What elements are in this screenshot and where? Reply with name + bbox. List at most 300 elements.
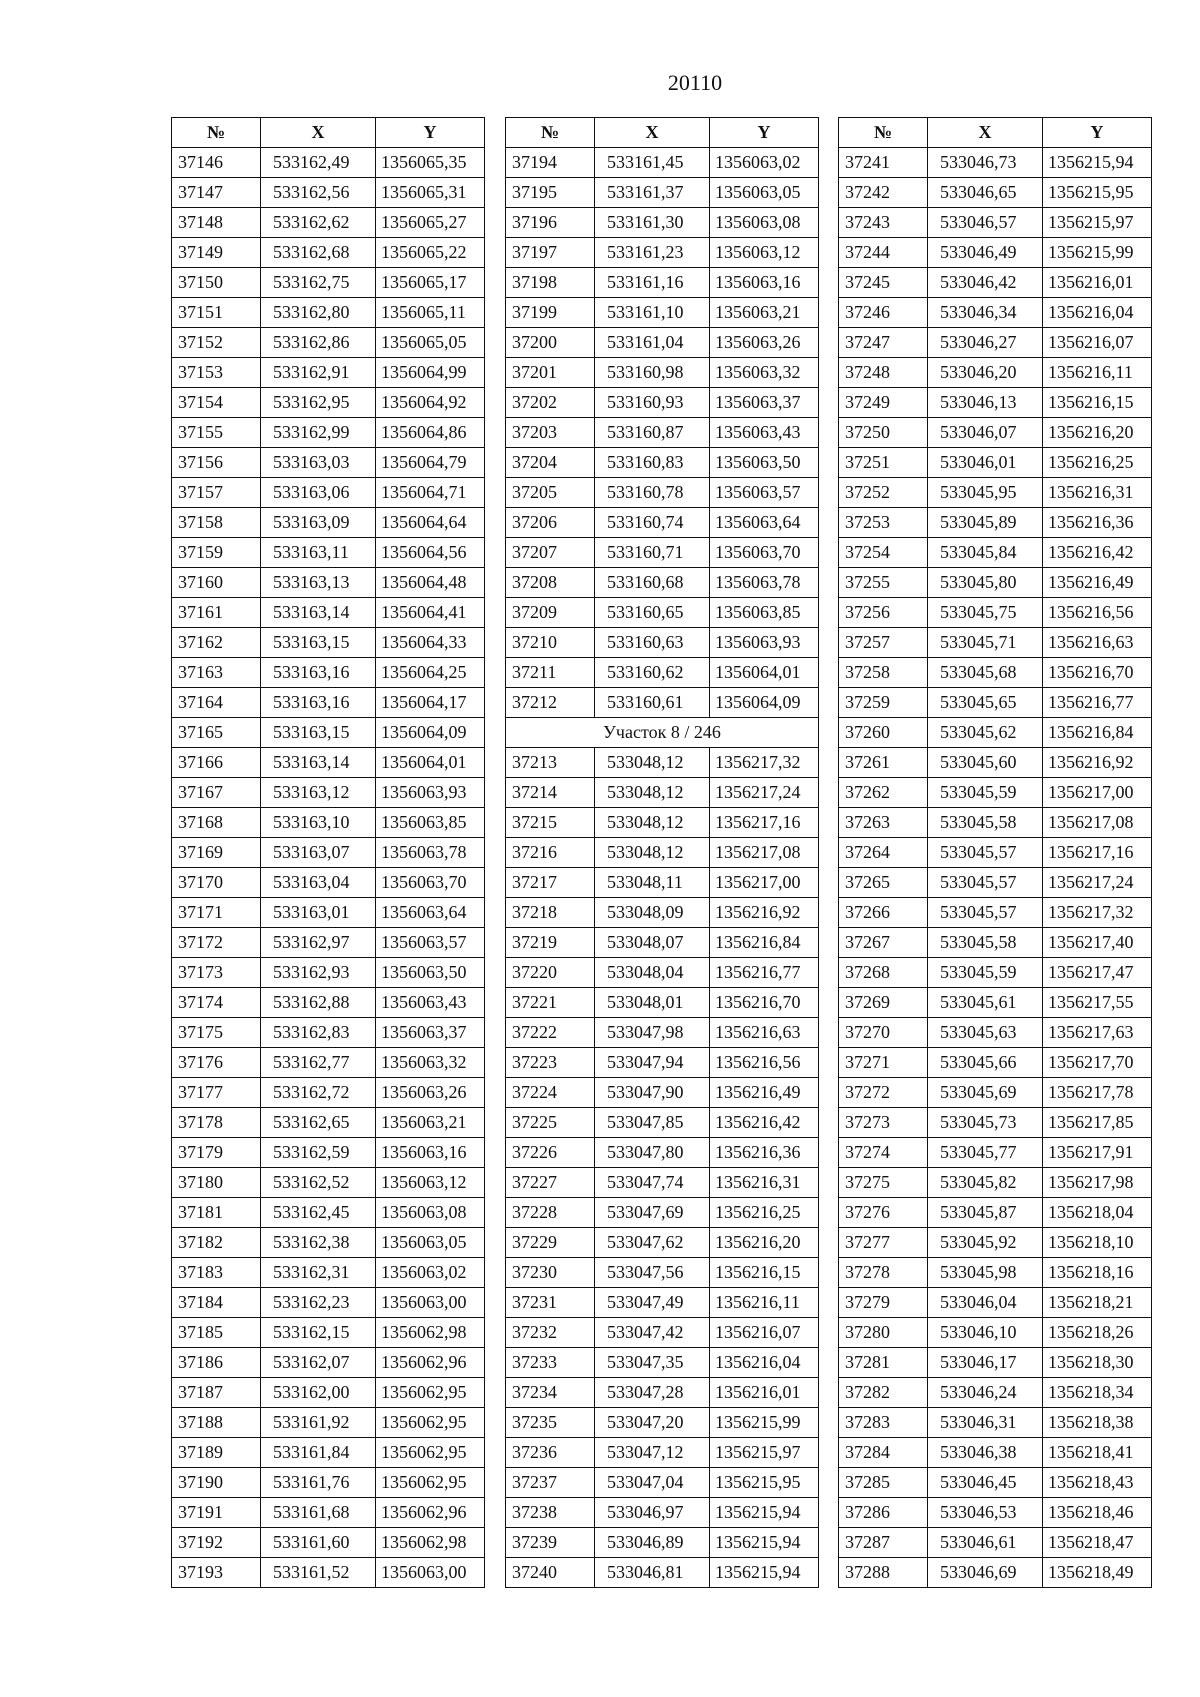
table-row — [172, 1528, 485, 1558]
point-number-cell: 37269 — [839, 988, 928, 1018]
y-coordinate-cell: 1356215,99 — [710, 1408, 819, 1438]
x-coordinate-cell: 533047,42 — [595, 1318, 710, 1348]
y-coordinate-cell: 1356216,49 — [1043, 568, 1152, 598]
section-row — [506, 718, 819, 748]
x-coordinate-cell: 533163,16 — [261, 658, 376, 688]
table-row — [172, 1438, 485, 1468]
x-coordinate-cell: 533047,04 — [595, 1468, 710, 1498]
x-coordinate-cell: 533163,16 — [261, 688, 376, 718]
table-row — [172, 628, 485, 658]
point-number-cell: 37205 — [506, 478, 595, 508]
point-number-cell: 37170 — [172, 868, 261, 898]
table-row — [506, 1498, 819, 1528]
point-number-cell: 37265 — [839, 868, 928, 898]
point-number-cell: 37253 — [839, 508, 928, 538]
table-row — [172, 208, 485, 238]
table-row — [506, 688, 819, 718]
table-row — [839, 1468, 1152, 1498]
point-number-cell: 37225 — [506, 1108, 595, 1138]
point-number-cell: 37198 — [506, 268, 595, 298]
y-coordinate-cell: 1356218,46 — [1043, 1498, 1152, 1528]
point-number-cell: 37272 — [839, 1078, 928, 1108]
point-number-cell: 37274 — [839, 1138, 928, 1168]
y-coordinate-cell: 1356217,91 — [1043, 1138, 1152, 1168]
y-coordinate-cell: 1356064,79 — [376, 448, 485, 478]
point-number-cell: 37165 — [172, 718, 261, 748]
y-coordinate-cell: 1356217,55 — [1043, 988, 1152, 1018]
table-row — [506, 268, 819, 298]
x-coordinate-cell: 533162,45 — [261, 1198, 376, 1228]
table-row — [506, 358, 819, 388]
table-row — [506, 628, 819, 658]
y-coordinate-cell: 1356063,00 — [376, 1558, 485, 1588]
y-coordinate-cell: 1356063,02 — [376, 1258, 485, 1288]
y-coordinate-cell: 1356064,86 — [376, 418, 485, 448]
x-coordinate-cell: 533160,98 — [595, 358, 710, 388]
table-row — [172, 538, 485, 568]
y-coordinate-cell: 1356063,43 — [376, 988, 485, 1018]
point-number-cell: 37267 — [839, 928, 928, 958]
point-number-cell: 37189 — [172, 1438, 261, 1468]
x-coordinate-cell: 533045,61 — [928, 988, 1043, 1018]
table-row — [839, 1318, 1152, 1348]
table-row — [839, 1408, 1152, 1438]
y-coordinate-cell: 1356217,24 — [1043, 868, 1152, 898]
point-number-cell: 37276 — [839, 1198, 928, 1228]
table-row — [839, 268, 1152, 298]
point-number-cell: 37207 — [506, 538, 595, 568]
header-x: X — [261, 118, 376, 148]
x-coordinate-cell: 533160,68 — [595, 568, 710, 598]
table-row — [839, 1138, 1152, 1168]
point-number-cell: 37181 — [172, 1198, 261, 1228]
point-number-cell: 37284 — [839, 1438, 928, 1468]
point-number-cell: 37283 — [839, 1408, 928, 1438]
y-coordinate-cell: 1356063,43 — [710, 418, 819, 448]
point-number-cell: 37232 — [506, 1318, 595, 1348]
point-number-cell: 37288 — [839, 1558, 928, 1588]
y-coordinate-cell: 1356064,09 — [710, 688, 819, 718]
point-number-cell: 37233 — [506, 1348, 595, 1378]
x-coordinate-cell: 533047,28 — [595, 1378, 710, 1408]
table-row — [172, 268, 485, 298]
table-row — [506, 418, 819, 448]
point-number-cell: 37218 — [506, 898, 595, 928]
y-coordinate-cell: 1356062,98 — [376, 1318, 485, 1348]
table-row — [839, 508, 1152, 538]
y-coordinate-cell: 1356063,00 — [376, 1288, 485, 1318]
y-coordinate-cell: 1356063,78 — [710, 568, 819, 598]
y-coordinate-cell: 1356216,15 — [1043, 388, 1152, 418]
table-row — [172, 1078, 485, 1108]
x-coordinate-cell: 533048,11 — [595, 868, 710, 898]
y-coordinate-cell: 1356215,94 — [710, 1528, 819, 1558]
table-row — [506, 1378, 819, 1408]
y-coordinate-cell: 1356064,33 — [376, 628, 485, 658]
y-coordinate-cell: 1356216,77 — [1043, 688, 1152, 718]
table-row — [172, 1498, 485, 1528]
y-coordinate-cell: 1356063,02 — [710, 148, 819, 178]
point-number-cell: 37264 — [839, 838, 928, 868]
y-coordinate-cell: 1356063,12 — [376, 1168, 485, 1198]
x-coordinate-cell: 533046,45 — [928, 1468, 1043, 1498]
x-coordinate-cell: 533160,63 — [595, 628, 710, 658]
point-number-cell: 37180 — [172, 1168, 261, 1198]
y-coordinate-cell: 1356216,92 — [1043, 748, 1152, 778]
table-row — [506, 838, 819, 868]
x-coordinate-cell: 533045,92 — [928, 1228, 1043, 1258]
table-row — [839, 1348, 1152, 1378]
x-coordinate-cell: 533046,07 — [928, 418, 1043, 448]
table-row — [172, 718, 485, 748]
x-coordinate-cell: 533045,58 — [928, 928, 1043, 958]
y-coordinate-cell: 1356216,77 — [710, 958, 819, 988]
point-number-cell: 37254 — [839, 538, 928, 568]
x-coordinate-cell: 533045,69 — [928, 1078, 1043, 1108]
table-row — [506, 1078, 819, 1108]
table-row — [839, 898, 1152, 928]
point-number-cell: 37159 — [172, 538, 261, 568]
y-coordinate-cell: 1356063,26 — [710, 328, 819, 358]
y-coordinate-cell: 1356063,37 — [376, 1018, 485, 1048]
y-coordinate-cell: 1356217,00 — [710, 868, 819, 898]
point-number-cell: 37277 — [839, 1228, 928, 1258]
y-coordinate-cell: 1356065,22 — [376, 238, 485, 268]
header-y: Y — [1043, 118, 1152, 148]
table-row — [506, 178, 819, 208]
x-coordinate-cell: 533047,74 — [595, 1168, 710, 1198]
table-row — [839, 1078, 1152, 1108]
table-row — [506, 1258, 819, 1288]
y-coordinate-cell: 1356218,47 — [1043, 1528, 1152, 1558]
y-coordinate-cell: 1356216,31 — [1043, 478, 1152, 508]
point-number-cell: 37229 — [506, 1228, 595, 1258]
y-coordinate-cell: 1356062,96 — [376, 1348, 485, 1378]
y-coordinate-cell: 1356218,41 — [1043, 1438, 1152, 1468]
y-coordinate-cell: 1356216,07 — [710, 1318, 819, 1348]
y-coordinate-cell: 1356063,26 — [376, 1078, 485, 1108]
x-coordinate-cell: 533046,27 — [928, 328, 1043, 358]
x-coordinate-cell: 533162,93 — [261, 958, 376, 988]
table-row — [172, 1048, 485, 1078]
table-row — [506, 538, 819, 568]
x-coordinate-cell: 533162,95 — [261, 388, 376, 418]
point-number-cell: 37160 — [172, 568, 261, 598]
table-row — [172, 868, 485, 898]
y-coordinate-cell: 1356064,56 — [376, 538, 485, 568]
y-coordinate-cell: 1356064,71 — [376, 478, 485, 508]
x-coordinate-cell: 533046,42 — [928, 268, 1043, 298]
table-row — [839, 598, 1152, 628]
table-row — [172, 358, 485, 388]
x-coordinate-cell: 533162,07 — [261, 1348, 376, 1378]
table-row — [172, 1378, 485, 1408]
table-row — [839, 1498, 1152, 1528]
y-coordinate-cell: 1356217,98 — [1043, 1168, 1152, 1198]
point-number-cell: 37251 — [839, 448, 928, 478]
table-row — [839, 418, 1152, 448]
x-coordinate-cell: 533046,34 — [928, 298, 1043, 328]
x-coordinate-cell: 533045,57 — [928, 898, 1043, 928]
table-row — [172, 1138, 485, 1168]
y-coordinate-cell: 1356063,32 — [376, 1048, 485, 1078]
y-coordinate-cell: 1356063,16 — [710, 268, 819, 298]
y-coordinate-cell: 1356216,04 — [710, 1348, 819, 1378]
y-coordinate-cell: 1356063,50 — [710, 448, 819, 478]
y-coordinate-cell: 1356062,95 — [376, 1378, 485, 1408]
x-coordinate-cell: 533162,91 — [261, 358, 376, 388]
x-coordinate-cell: 533046,17 — [928, 1348, 1043, 1378]
table-row — [839, 148, 1152, 178]
y-coordinate-cell: 1356063,08 — [710, 208, 819, 238]
y-coordinate-cell: 1356064,64 — [376, 508, 485, 538]
x-coordinate-cell: 533045,63 — [928, 1018, 1043, 1048]
x-coordinate-cell: 533047,49 — [595, 1288, 710, 1318]
table-row — [506, 1468, 819, 1498]
point-number-cell: 37175 — [172, 1018, 261, 1048]
x-coordinate-cell: 533046,04 — [928, 1288, 1043, 1318]
y-coordinate-cell: 1356216,01 — [1043, 268, 1152, 298]
y-coordinate-cell: 1356217,63 — [1043, 1018, 1152, 1048]
table-row — [172, 988, 485, 1018]
x-coordinate-cell: 533046,65 — [928, 178, 1043, 208]
x-coordinate-cell: 533163,15 — [261, 628, 376, 658]
table-row — [506, 1438, 819, 1468]
header-number: № — [839, 118, 928, 148]
table-row — [839, 838, 1152, 868]
point-number-cell: 37222 — [506, 1018, 595, 1048]
point-number-cell: 37243 — [839, 208, 928, 238]
x-coordinate-cell: 533046,38 — [928, 1438, 1043, 1468]
x-coordinate-cell: 533162,97 — [261, 928, 376, 958]
y-coordinate-cell: 1356216,84 — [710, 928, 819, 958]
y-coordinate-cell: 1356063,21 — [710, 298, 819, 328]
y-coordinate-cell: 1356064,25 — [376, 658, 485, 688]
x-coordinate-cell: 533048,12 — [595, 748, 710, 778]
table-row — [172, 478, 485, 508]
y-coordinate-cell: 1356064,09 — [376, 718, 485, 748]
table-row — [172, 598, 485, 628]
table-row — [839, 748, 1152, 778]
y-coordinate-cell: 1356063,93 — [710, 628, 819, 658]
y-coordinate-cell: 1356065,31 — [376, 178, 485, 208]
x-coordinate-cell: 533160,71 — [595, 538, 710, 568]
table-row — [172, 178, 485, 208]
y-coordinate-cell: 1356062,98 — [376, 1528, 485, 1558]
point-number-cell: 37215 — [506, 808, 595, 838]
x-coordinate-cell: 533162,65 — [261, 1108, 376, 1138]
y-coordinate-cell: 1356217,85 — [1043, 1108, 1152, 1138]
y-coordinate-cell: 1356064,01 — [710, 658, 819, 688]
x-coordinate-cell: 533046,69 — [928, 1558, 1043, 1588]
table-row — [506, 238, 819, 268]
y-coordinate-cell: 1356063,57 — [376, 928, 485, 958]
table-row — [172, 328, 485, 358]
point-number-cell: 37150 — [172, 268, 261, 298]
table-row — [839, 1288, 1152, 1318]
y-coordinate-cell: 1356218,38 — [1043, 1408, 1152, 1438]
y-coordinate-cell: 1356216,15 — [710, 1258, 819, 1288]
x-coordinate-cell: 533045,80 — [928, 568, 1043, 598]
table-row — [506, 1168, 819, 1198]
header-y: Y — [376, 118, 485, 148]
y-coordinate-cell: 1356063,70 — [710, 538, 819, 568]
x-coordinate-cell: 533047,80 — [595, 1138, 710, 1168]
y-coordinate-cell: 1356216,42 — [1043, 538, 1152, 568]
point-number-cell: 37214 — [506, 778, 595, 808]
x-coordinate-cell: 533045,75 — [928, 598, 1043, 628]
header-number: № — [506, 118, 595, 148]
point-number-cell: 37149 — [172, 238, 261, 268]
y-coordinate-cell: 1356215,97 — [710, 1438, 819, 1468]
x-coordinate-cell: 533163,10 — [261, 808, 376, 838]
header-x: X — [595, 118, 710, 148]
x-coordinate-cell: 533047,69 — [595, 1198, 710, 1228]
y-coordinate-cell: 1356218,26 — [1043, 1318, 1152, 1348]
x-coordinate-cell: 533046,49 — [928, 238, 1043, 268]
y-coordinate-cell: 1356063,64 — [376, 898, 485, 928]
table-row — [839, 718, 1152, 748]
point-number-cell: 37258 — [839, 658, 928, 688]
table-row — [172, 808, 485, 838]
y-coordinate-cell: 1356215,99 — [1043, 238, 1152, 268]
y-coordinate-cell: 1356065,11 — [376, 298, 485, 328]
point-number-cell: 37203 — [506, 418, 595, 448]
point-number-cell: 37238 — [506, 1498, 595, 1528]
y-coordinate-cell: 1356216,11 — [1043, 358, 1152, 388]
y-coordinate-cell: 1356063,21 — [376, 1108, 485, 1138]
table-row — [506, 1408, 819, 1438]
coordinates-table-1 — [171, 117, 485, 1588]
x-coordinate-cell: 533163,14 — [261, 598, 376, 628]
table-row — [506, 388, 819, 418]
table-row — [839, 1558, 1152, 1588]
point-number-cell: 37178 — [172, 1108, 261, 1138]
x-coordinate-cell: 533047,90 — [595, 1078, 710, 1108]
point-number-cell: 37212 — [506, 688, 595, 718]
x-coordinate-cell: 533048,12 — [595, 838, 710, 868]
table-row — [839, 478, 1152, 508]
point-number-cell: 37239 — [506, 1528, 595, 1558]
y-coordinate-cell: 1356063,05 — [710, 178, 819, 208]
y-coordinate-cell: 1356215,94 — [710, 1558, 819, 1588]
point-number-cell: 37217 — [506, 868, 595, 898]
y-coordinate-cell: 1356063,57 — [710, 478, 819, 508]
table-row — [506, 1558, 819, 1588]
x-coordinate-cell: 533046,01 — [928, 448, 1043, 478]
point-number-cell: 37176 — [172, 1048, 261, 1078]
y-coordinate-cell: 1356215,95 — [1043, 178, 1152, 208]
point-number-cell: 37179 — [172, 1138, 261, 1168]
x-coordinate-cell: 533163,14 — [261, 748, 376, 778]
y-coordinate-cell: 1356217,78 — [1043, 1078, 1152, 1108]
y-coordinate-cell: 1356215,94 — [1043, 148, 1152, 178]
x-coordinate-cell: 533048,04 — [595, 958, 710, 988]
point-number-cell: 37280 — [839, 1318, 928, 1348]
x-coordinate-cell: 533046,24 — [928, 1378, 1043, 1408]
x-coordinate-cell: 533047,20 — [595, 1408, 710, 1438]
y-coordinate-cell: 1356216,84 — [1043, 718, 1152, 748]
x-coordinate-cell: 533045,98 — [928, 1258, 1043, 1288]
point-number-cell: 37263 — [839, 808, 928, 838]
x-coordinate-cell: 533047,56 — [595, 1258, 710, 1288]
x-coordinate-cell: 533161,23 — [595, 238, 710, 268]
table-row — [172, 898, 485, 928]
table-row — [506, 568, 819, 598]
point-number-cell: 37282 — [839, 1378, 928, 1408]
x-coordinate-cell: 533162,38 — [261, 1228, 376, 1258]
table-row — [506, 1288, 819, 1318]
point-number-cell: 37279 — [839, 1288, 928, 1318]
x-coordinate-cell: 533162,83 — [261, 1018, 376, 1048]
point-number-cell: 37231 — [506, 1288, 595, 1318]
point-number-cell: 37158 — [172, 508, 261, 538]
table-row — [839, 808, 1152, 838]
point-number-cell: 37248 — [839, 358, 928, 388]
table-row — [172, 1318, 485, 1348]
y-coordinate-cell: 1356064,92 — [376, 388, 485, 418]
table-row — [839, 1378, 1152, 1408]
table-row — [172, 1288, 485, 1318]
point-number-cell: 37163 — [172, 658, 261, 688]
point-number-cell: 37234 — [506, 1378, 595, 1408]
x-coordinate-cell: 533162,62 — [261, 208, 376, 238]
table-row — [172, 1168, 485, 1198]
point-number-cell: 37152 — [172, 328, 261, 358]
point-number-cell: 37246 — [839, 298, 928, 328]
table-row — [172, 1408, 485, 1438]
page-number: 20110 — [667, 70, 723, 95]
point-number-cell: 37148 — [172, 208, 261, 238]
x-coordinate-cell: 533046,10 — [928, 1318, 1043, 1348]
y-coordinate-cell: 1356063,08 — [376, 1198, 485, 1228]
y-coordinate-cell: 1356216,04 — [1043, 298, 1152, 328]
y-coordinate-cell: 1356063,64 — [710, 508, 819, 538]
table-row — [172, 688, 485, 718]
point-number-cell: 37255 — [839, 568, 928, 598]
y-coordinate-cell: 1356216,42 — [710, 1108, 819, 1138]
y-coordinate-cell: 1356063,70 — [376, 868, 485, 898]
table-row — [839, 568, 1152, 598]
point-number-cell: 37183 — [172, 1258, 261, 1288]
point-number-cell: 37184 — [172, 1288, 261, 1318]
y-coordinate-cell: 1356218,43 — [1043, 1468, 1152, 1498]
x-coordinate-cell: 533046,89 — [595, 1528, 710, 1558]
table-row — [506, 1348, 819, 1378]
point-number-cell: 37270 — [839, 1018, 928, 1048]
y-coordinate-cell: 1356218,04 — [1043, 1198, 1152, 1228]
point-number-cell: 37221 — [506, 988, 595, 1018]
point-number-cell: 37247 — [839, 328, 928, 358]
x-coordinate-cell: 533160,74 — [595, 508, 710, 538]
point-number-cell: 37191 — [172, 1498, 261, 1528]
y-coordinate-cell: 1356063,78 — [376, 838, 485, 868]
y-coordinate-cell: 1356063,16 — [376, 1138, 485, 1168]
table-row — [172, 658, 485, 688]
x-coordinate-cell: 533162,56 — [261, 178, 376, 208]
y-coordinate-cell: 1356216,63 — [1043, 628, 1152, 658]
table-row — [839, 1198, 1152, 1228]
table-row — [839, 358, 1152, 388]
x-coordinate-cell: 533047,85 — [595, 1108, 710, 1138]
point-number-cell: 37162 — [172, 628, 261, 658]
point-number-cell: 37196 — [506, 208, 595, 238]
x-coordinate-cell: 533045,57 — [928, 838, 1043, 868]
point-number-cell: 37147 — [172, 178, 261, 208]
y-coordinate-cell: 1356216,92 — [710, 898, 819, 928]
x-coordinate-cell: 533163,11 — [261, 538, 376, 568]
table-row — [839, 1258, 1152, 1288]
